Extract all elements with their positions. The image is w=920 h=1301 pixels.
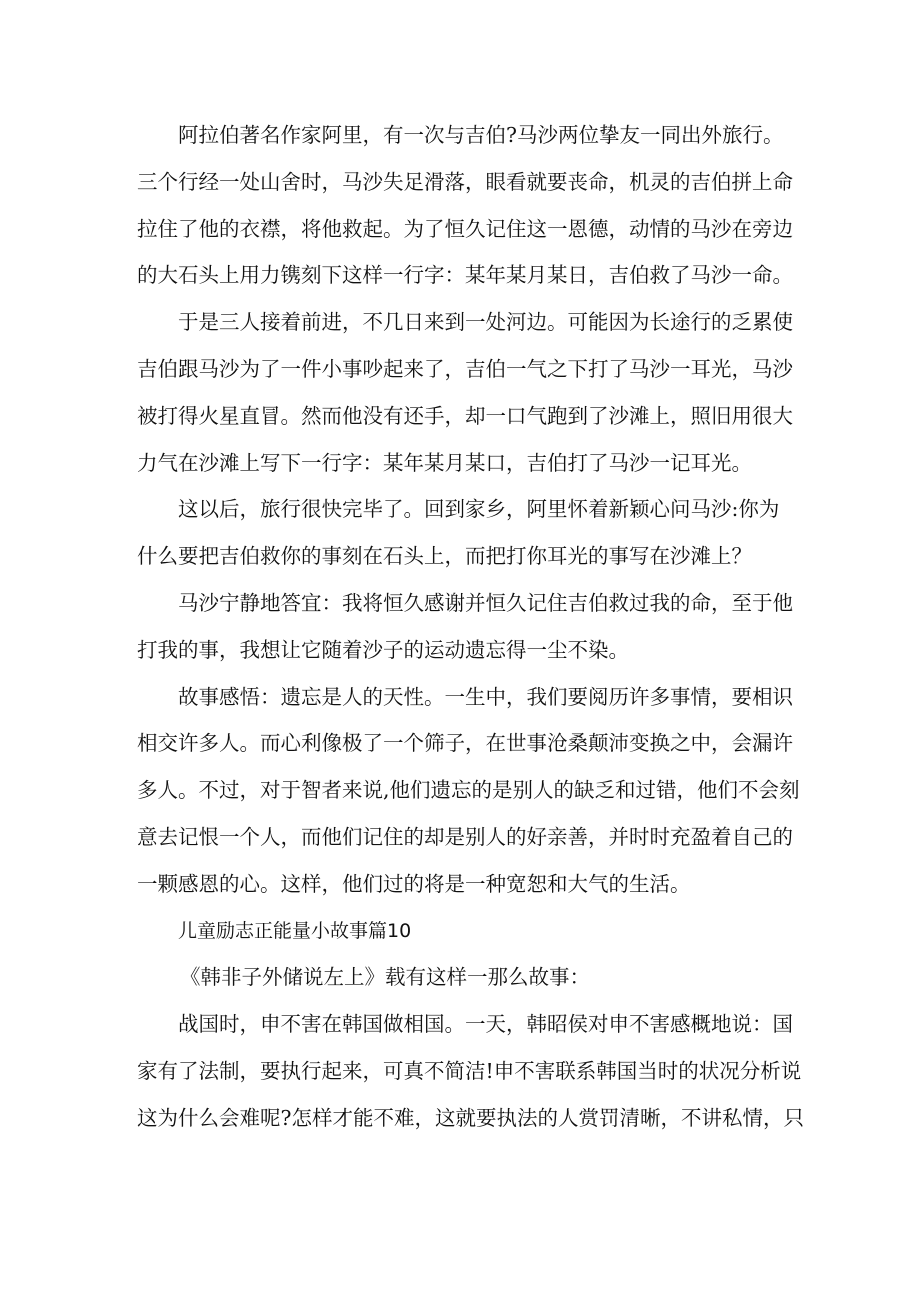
text-line: 相交许多人。而心利像极了一个筛子，在世事沧桑颠沛变换之中，会漏许 xyxy=(137,731,793,756)
paragraph-answer xyxy=(137,580,793,674)
text-line: 于是三人接着前进，不几日来到一处河边。可能因为长途行的乏累使 xyxy=(178,310,793,335)
quote-line: 《韩非子外储说左上》载有这样一那么故事： xyxy=(180,965,590,990)
text-line: 的大石头上用力镌刻下这样一行字：某年某月某日，吉伯救了马沙一命。 xyxy=(137,263,793,288)
text-line: 多人。不过，对于智者来说,他们遗忘的是别人的缺乏和过错，他们不会刻 xyxy=(137,778,800,803)
paragraph-warring-states xyxy=(137,1001,804,1141)
text-line: 一颗感恩的心。这样，他们过的将是一种宽恕和大气的生活。 xyxy=(137,871,691,896)
document-body xyxy=(137,112,804,1142)
text-line: 三个行经一处山舍时，马沙失足滑落，眼看就要丧命，机灵的吉伯拼上命 xyxy=(137,169,793,194)
text-line: 马沙宁静地答宜：我将恒久感谢并恒久记住吉伯救过我的命，至于他 xyxy=(178,590,793,615)
text-line: 被打得火星直冒。然而他没有还手，却一口气跑到了沙滩上，照旧用很大 xyxy=(137,403,793,428)
text-line: 打我的事，我想让它随着沙子的运动遗忘得一尘不染。 xyxy=(137,637,629,662)
text-line: 意去记恨一个人，而他们记住的却是别人的好亲善，并时时充盈着自己的 xyxy=(137,824,793,849)
text-line: 什么要把吉伯救你的事刻在石头上，而把打你耳光的事写在沙滩上？ xyxy=(137,544,752,569)
text-line: 这以后，旅行很快完毕了。回到家乡，阿里怀着新颖心问马沙:你为 xyxy=(178,497,780,522)
paragraph-travel xyxy=(137,112,793,299)
text-line: 力气在沙滩上写下一行字：某年某月某口，吉伯打了马沙一记耳光。 xyxy=(137,450,752,475)
paragraph-moral xyxy=(137,674,800,908)
section-heading xyxy=(137,908,787,955)
paragraph-question xyxy=(137,486,787,580)
text-line: 拉住了他的衣襟，将他救起。为了恒久记住这一恩德，动情的马沙在旁边 xyxy=(137,216,793,241)
text-line: 阿拉伯著名作家阿里，有一次与吉伯?马沙两位挚友一同出外旅行。 xyxy=(178,123,784,147)
text-line: 故事感悟：遗忘是人的天性。一生中，我们要阅历许多事情，要相识 xyxy=(178,684,793,709)
text-line: 战国时，申不害在韩国做相国。一天，韩昭侯对申不害感概地说：国 xyxy=(178,1012,793,1037)
paragraph-quote xyxy=(137,954,787,1001)
text-line: 这为什么会难呢?怎样才能不难，这就要执法的人赏罚清晰，不讲私情，只 xyxy=(137,1105,804,1130)
text-line: 吉伯跟马沙为了一件小事吵起来了，吉伯一气之下打了马沙一耳光，马沙 xyxy=(137,356,793,381)
paragraph-river xyxy=(137,299,793,486)
text-line: 家有了法制，要执行起来，可真不简洁!申不害联系韩国当时的状况分析说 xyxy=(137,1058,802,1083)
story-heading: 儿童励志正能量小故事篇10 xyxy=(178,919,412,942)
